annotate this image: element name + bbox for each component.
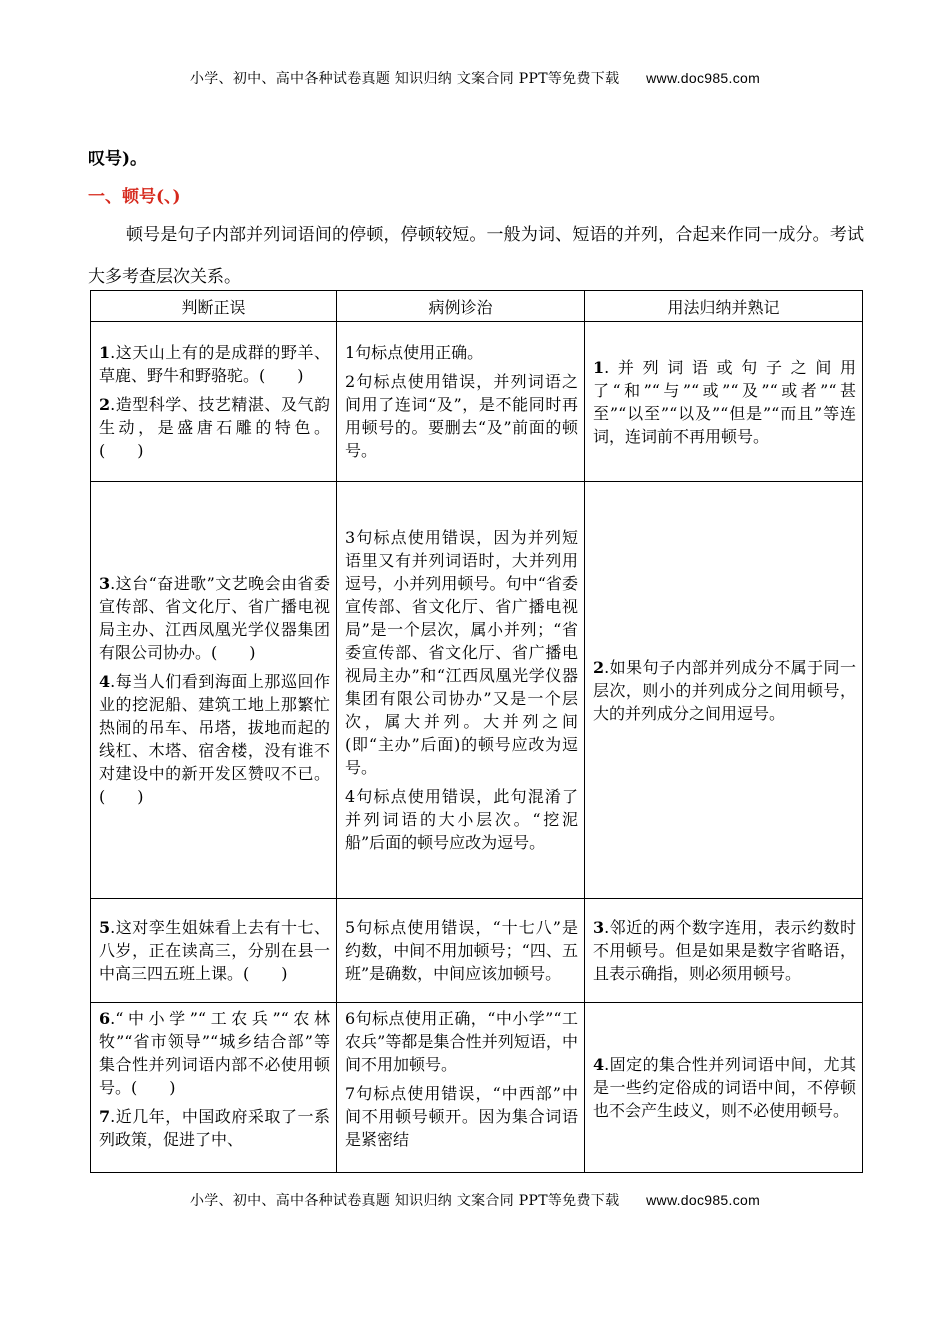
diagnosis-item: 5句标点使用错误，“十七八”是约数，中间不用加顿号；“四、五班”是确数，中间应该加顿号。	[345, 918, 578, 983]
judge-cell	[91, 1003, 337, 1173]
table-row	[91, 1003, 863, 1173]
question-item: 4.每当人们看到海面上那巡回作业的挖泥船、建筑工地上那繁忙热闹的吊车、吊塔，拔地而起的线杠、木塔、宿舍楼，没有谁不对建设中的新开发区赞叹不已。( )	[99, 672, 330, 806]
diagnosis-cell	[337, 482, 585, 899]
continued-text: 叹号)。	[88, 149, 148, 169]
rule-item: 4.固定的集合性并列词语中间，尤其是一些约定俗成的词语中间，不停顿也不会产生歧义，则不必使用顿号。	[593, 1055, 856, 1120]
page-footer	[0, 1190, 950, 1210]
diagnosis-cell	[337, 1003, 585, 1173]
rule-item: 2.如果句子内部并列成分不属于同一层次，则小的并列成分之间用顿号，大的并列成分之间用逗号。	[593, 657, 856, 723]
table-row	[91, 482, 863, 899]
header-site-link[interactable]: www.doc985.com	[646, 70, 761, 86]
intro-paragraph: 顿号是句子内部并列词语间的停顿，停顿较短。一般为词、短语的并列，合起来作同一成分。考试大多考查层次关系。	[88, 225, 864, 287]
rule-cell	[585, 482, 863, 899]
diagnosis-cell	[337, 899, 585, 1003]
rule-item: 3.邻近的两个数字连用，表示约数时不用顿号。但是如果是数字省略语，且表示确指，则必须用顿号。	[593, 918, 856, 983]
header-judge: 判断正误	[91, 291, 337, 322]
rule-item: 1.并列词语或句子之间用了“和”“与”“或”“及”“或者”“甚至”“以至”“以及”“但是”“而且”等连词，连词前不再用顿号。	[593, 357, 856, 446]
page-header	[0, 68, 950, 88]
rule-cell	[585, 322, 863, 482]
rule-cell	[585, 1003, 863, 1173]
judge-cell	[91, 322, 337, 482]
question-item: 7.近几年，中国政府采取了一系列政策，促进了中、	[99, 1107, 330, 1149]
question-item: 3.这台“奋进歌”文艺晚会由省委宣传部、省文化厅、省广播电视局主办、江西凤凰光学仪器集团有限公司协办。( )	[99, 574, 330, 662]
diagnosis-item: 2句标点使用错误，并列词语之间用了连词“及”，是不能同时再用顿号的。要删去“及”前面的顿号。	[345, 372, 578, 460]
punctuation-table	[90, 290, 863, 1173]
section-title: 一、顿号(、)	[88, 187, 181, 207]
footer-site-link[interactable]: www.doc985.com	[646, 1192, 761, 1208]
judge-cell	[91, 482, 337, 899]
header-diagnosis: 病例诊治	[337, 291, 585, 322]
diagnosis-item: 6句标点使用正确，“中小学”“工农兵”等都是集合性并列短语，中间不用加顿号。	[345, 1009, 578, 1074]
rule-cell	[585, 899, 863, 1003]
diagnosis-item: 7句标点使用错误，“中西部”中间不用顿号顿开。因为集合词语是紧密结	[345, 1084, 578, 1149]
footer-text: 小学、初中、高中各种试卷真题 知识归纳 文案合同 PPT等免费下载	[189, 1193, 620, 1209]
diagnosis-item: 1句标点使用正确。	[345, 343, 484, 362]
question-item: 1.这天山上有的是成群的野羊、草鹿、野牛和野骆驼。( )	[99, 343, 330, 385]
question-item: 6.“中小学”“工农兵”“农林牧”“省市领导”“城乡结合部”等集合性并列词语内部不必使用顿号。( )	[99, 1009, 330, 1097]
diagnosis-cell	[337, 322, 585, 482]
question-item: 5.这对孪生姐妹看上去有十七、八岁，正在读高三，分别在县一中高三四五班上课。( )	[99, 918, 330, 983]
header-rule: 用法归纳并熟记	[585, 291, 863, 322]
judge-cell	[91, 899, 337, 1003]
diagnosis-item: 4句标点使用错误，此句混淆了并列词语的大小层次。“挖泥船”后面的顿号应改为逗号。	[345, 787, 578, 852]
table-row	[91, 322, 863, 482]
question-item: 2.造型科学、技艺精湛、及气韵生动，是盛唐石雕的特色。( )	[99, 395, 330, 460]
diagnosis-item: 3句标点使用错误，因为并列短语里又有并列词语时，大并列用逗号，小并列用顿号。句中“省委宣传部、省文化厅、省广播电视局”是一个层次，属小并列；“省委宣传部、省文化厅、省广播电视局主办”和“江西凤凰光学仪器集团有限公司协办”又是一个层次，属大并列。大并列之间(即“主办”后面)的顿号应改为逗号。	[345, 528, 578, 777]
header-text: 小学、初中、高中各种试卷真题 知识归纳 文案合同 PPT等免费下载	[189, 71, 620, 87]
table-header-row	[91, 291, 863, 322]
table-row	[91, 899, 863, 1003]
